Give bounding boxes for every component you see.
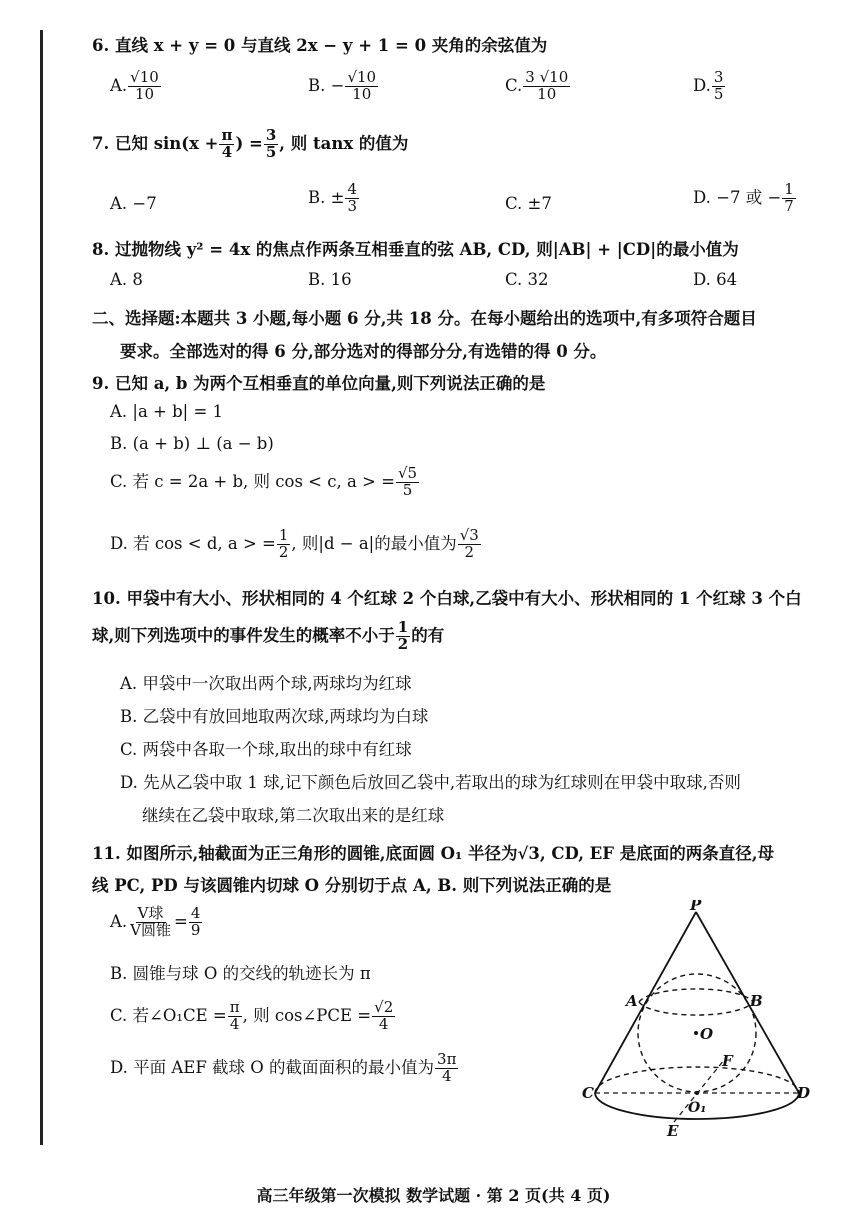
q10-option-a: A. 甲袋中一次取出两个球,两球均为红球 [120,674,412,693]
page-footer: 高三年级第一次模拟 数学试题 · 第 2 页(共 4 页) [256,1186,611,1205]
label-d: D [797,1084,811,1102]
generatrix-pc [595,912,696,1093]
base-back-arc [595,1067,799,1093]
label-f: F [722,1052,733,1070]
q10-option-b: B. 乙袋中有放回地取两次球,两球均为白球 [120,707,429,726]
label-a: A [626,992,638,1010]
q6-stem: 6. 直线 x + y = 0 与直线 2x − y + 1 = 0 夹角的余弦值为 [92,36,548,55]
q11-option-a: A. $\frac{\text{V球}}{\text{V圆锥}}$ = $\frac{4}{9}$ [110,904,201,939]
q9-option-b: B. (a + b) ⊥ (a − b) [110,434,274,453]
generatrix-pd [696,912,799,1093]
q6-option-c: C. $\frac{3 √10}{10}$ [505,68,569,103]
q10-option-d-line2: 继续在乙袋中取球,第二次取出来的是红球 [142,806,445,825]
label-o1: O₁ [688,1100,707,1116]
q7-option-a: A. −7 [110,194,157,213]
q11-option-c: C. 若∠O₁CE = $\frac{\pi}{4}$ , 则 cos∠PCE = $\frac{√2}{4}$ [110,998,394,1033]
center-o-dot [694,1031,698,1035]
q6-option-b: B. − $\frac{√10}{10}$ [308,68,377,103]
q6-option-a: A. $\frac{√10}{10}$ [110,68,159,103]
label-e: E [667,1122,679,1140]
q8-option-b: B. 16 [308,270,352,289]
q10-stem-line1: 10. 甲袋中有大小、形状相同的 4 个红球 2 个白球,乙袋中有大小、形状相同的 1 个红球 3 个白 [92,589,802,608]
q10-option-c: C. 两袋中各取一个球,取出的球中有红球 [120,740,412,759]
q9-option-a: A. |a + b| = 1 [110,402,224,421]
q9-option-d: D. 若 cos < d, a > = $\frac{1}{2}$ , 则|d − a|的最小值为 $\frac{√3}{2}$ [110,526,479,561]
label-o: O [700,1025,714,1043]
q8-option-c: C. 32 [505,270,549,289]
center-o1-dot [695,1091,699,1095]
q7-option-d: D. −7 或 − $\frac{1}{7}$ [693,180,794,215]
q8-option-d: D. 64 [693,270,738,289]
q11-stem-line2: 线 PC, PD 与该圆锥内切球 O 分别切于点 A, B. 则下列说法正确的是 [92,876,612,895]
margin-rule [40,30,43,1145]
q7-option-b: B. ± $\frac{4}{3}$ [308,180,357,215]
q9-stem: 9. 已知 a, b 为两个互相垂直的单位向量,则下列说法正确的是 [92,374,546,393]
q10-stem-line2: 球,则下列选项中的事件发生的概率不小于 $\frac{1}{2}$ 的有 [92,618,445,653]
tangent-circle-front [639,1002,753,1015]
q7-stem: 7. 已知 sin(x + $\frac{\pi}{4}$ ) = $\frac{3}{5}$ , 则 tanx 的值为 [92,126,409,161]
q11-option-d: D. 平面 AEF 截球 O 的截面面积的最小值为 $\frac{3\pi}{4}$ [110,1050,457,1085]
q8-stem: 8. 过抛物线 y² = 4x 的焦点作两条互相垂直的弦 AB, CD, 则|AB| + |CD|的最小值为 [92,240,739,259]
section2-heading: 二、选择题:本题共 3 小题,每小题 6 分,共 18 分。在每小题给出的选项中,有多项符合题目 [92,309,757,328]
section2-instructions: 要求。全部选对的得 6 分,部分选对的得部分分,有选错的得 0 分。 [120,342,607,361]
cone-sphere-figure [582,900,822,1140]
label-b: B [750,992,763,1010]
q11-stem-line1: 11. 如图所示,轴截面为正三角形的圆锥,底面圆 O₁ 半径为√3, CD, EF 是底面的两条直径,母 [92,844,774,863]
label-c: C [582,1084,594,1102]
tangent-circle-back [639,989,753,1002]
q6-option-d: D. $\frac{3}{5}$ [693,68,724,103]
q7-option-c: C. ±7 [505,194,552,213]
q11-option-b: B. 圆锥与球 O 的交线的轨迹长为 π [110,964,371,983]
q8-option-a: A. 8 [110,270,143,289]
q9-option-c: C. 若 c = 2a + b, 则 cos < c, a > = $\frac{√5}{5}$ [110,464,418,499]
q10-option-d-line1: D. 先从乙袋中取 1 球,记下颜色后放回乙袋中,若取出的球为红球则在甲袋中取球,否则 [120,773,741,792]
label-p: P [690,900,702,914]
